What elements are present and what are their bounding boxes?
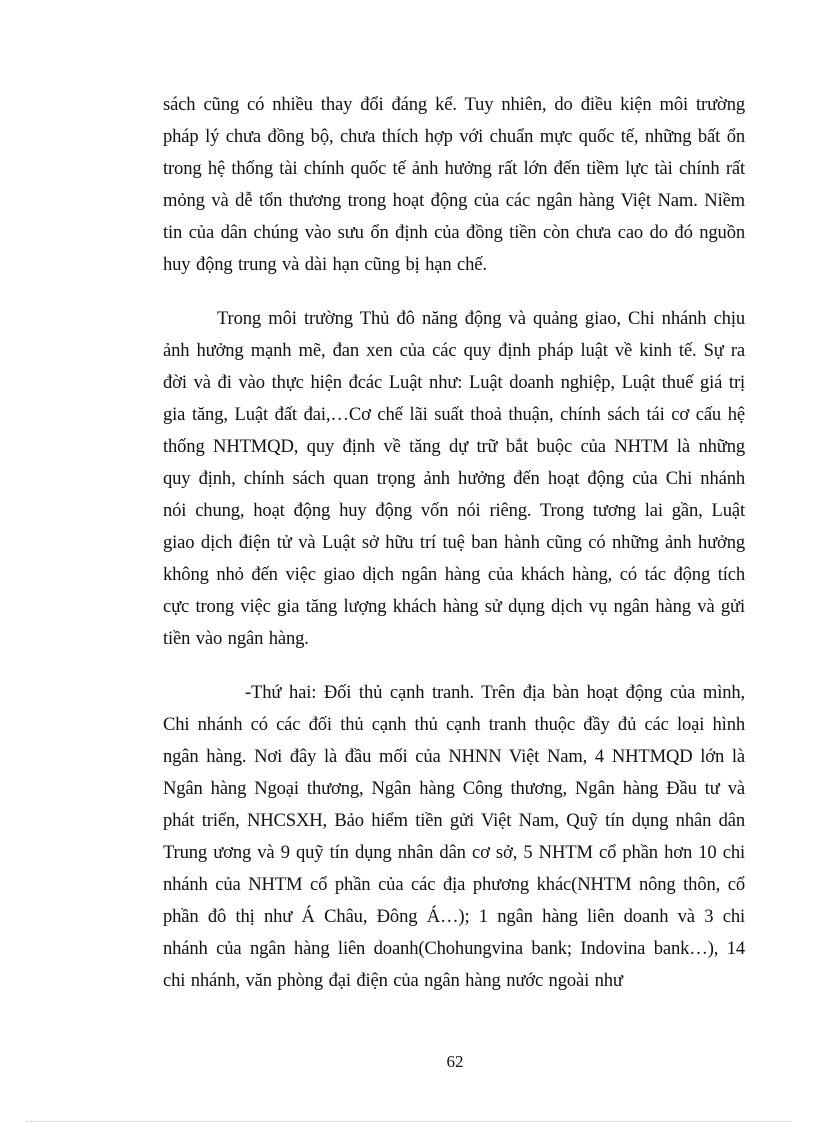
text-line: quy định, chính sách quan trọng ảnh hưởng đến hoạt động của Chi nhánh xyxy=(163,468,745,489)
text-line: sách cũng có nhiều thay đổi đáng kể. Tuy nhiên, do điều kiện môi trường xyxy=(163,94,745,115)
text-line: phát triển, NHCSXH, Bảo hiểm tiền gửi Việt Nam, Quỹ tín dụng nhân dân xyxy=(163,810,745,831)
text-line: phần đô thị như Á Châu, Đông Á…); 1 ngân hàng liên doanh và 3 chi xyxy=(163,906,745,927)
text-line: Chi nhánh có các đối thủ cạnh thủ cạnh tranh thuộc đầy đủ các loại hình xyxy=(163,714,745,735)
text-line: giao dịch điện tử và Luật sở hữu trí tuệ ban hành cũng có những ảnh hưởng xyxy=(163,532,745,553)
text-line: -Thứ hai: Đối thủ cạnh tranh. Trên địa bàn hoạt động của mình, xyxy=(245,682,745,703)
text-line: Trong môi trường Thủ đô năng động và quảng giao, Chi nhánh chịu xyxy=(217,308,745,329)
text-line: nhánh của NHTM cổ phần của các địa phương khác(NHTM nông thôn, cổ xyxy=(163,874,745,895)
text-line: đời và đi vào thực hiện đcác Luật như: Luật doanh nghiệp, Luật thuế giá trị xyxy=(163,372,745,393)
text-line: thống NHTMQD, quy định về tăng dự trữ bắt buộc của NHTM là những xyxy=(163,436,745,457)
text-line: mỏng và dễ tổn thương trong hoạt động của các ngân hàng Việt Nam. Niềm xyxy=(163,190,745,211)
text-line: ngân hàng. Nơi đây là đầu mối của NHNN Việt Nam, 4 NHTMQD lớn là xyxy=(163,746,745,767)
text-line: chi nhánh, văn phòng đại điện của ngân hàng nước ngoài như xyxy=(163,970,623,991)
text-line: nhánh của ngân hàng liên doanh(Chohungvina bank; Indovina bank…), 14 xyxy=(163,938,745,959)
text-line: nói chung, hoạt động huy động vốn nói riêng. Trong tương lai gần, Luật xyxy=(163,500,745,521)
text-line: gia tăng, Luật đất đai,…Cơ chế lãi suất thoả thuận, chính sách tái cơ cấu hệ xyxy=(163,404,745,425)
text-line: ảnh hưởng mạnh mẽ, đan xen của các quy định pháp luật về kinh tế. Sự ra xyxy=(163,340,745,361)
text-line: Ngân hàng Ngoại thương, Ngân hàng Công thương, Ngân hàng Đầu tư và xyxy=(163,778,745,799)
text-line: cực trong việc gia tăng lượng khách hàng sử dụng dịch vụ ngân hàng và gửi xyxy=(163,596,745,617)
page-bottom-edge-divider xyxy=(26,1121,792,1122)
text-line: không nhỏ đến việc giao dịch ngân hàng của khách hàng, có tác động tích xyxy=(163,564,745,585)
text-line: tin của dân chúng vào sưu ổn định của đồng tiền còn chưa cao do đó nguồn xyxy=(163,222,745,243)
text-line: huy động trung và dài hạn cũng bị hạn chế. xyxy=(163,254,487,275)
text-line: pháp lý chưa đồng bộ, chưa thích hợp với chuẩn mực quốc tế, những bất ổn xyxy=(163,126,745,147)
text-line: tiền vào ngân hàng. xyxy=(163,628,309,649)
text-line: trong hệ thống tài chính quốc tế ảnh hưởng rất lớn đến tiềm lực tài chính rất xyxy=(163,158,745,179)
page-number: 62 xyxy=(446,1052,464,1071)
text-line: Trung ương và 9 quỹ tín dụng nhân dân cơ sở, 5 NHTM cổ phần hơn 10 chi xyxy=(163,842,745,863)
